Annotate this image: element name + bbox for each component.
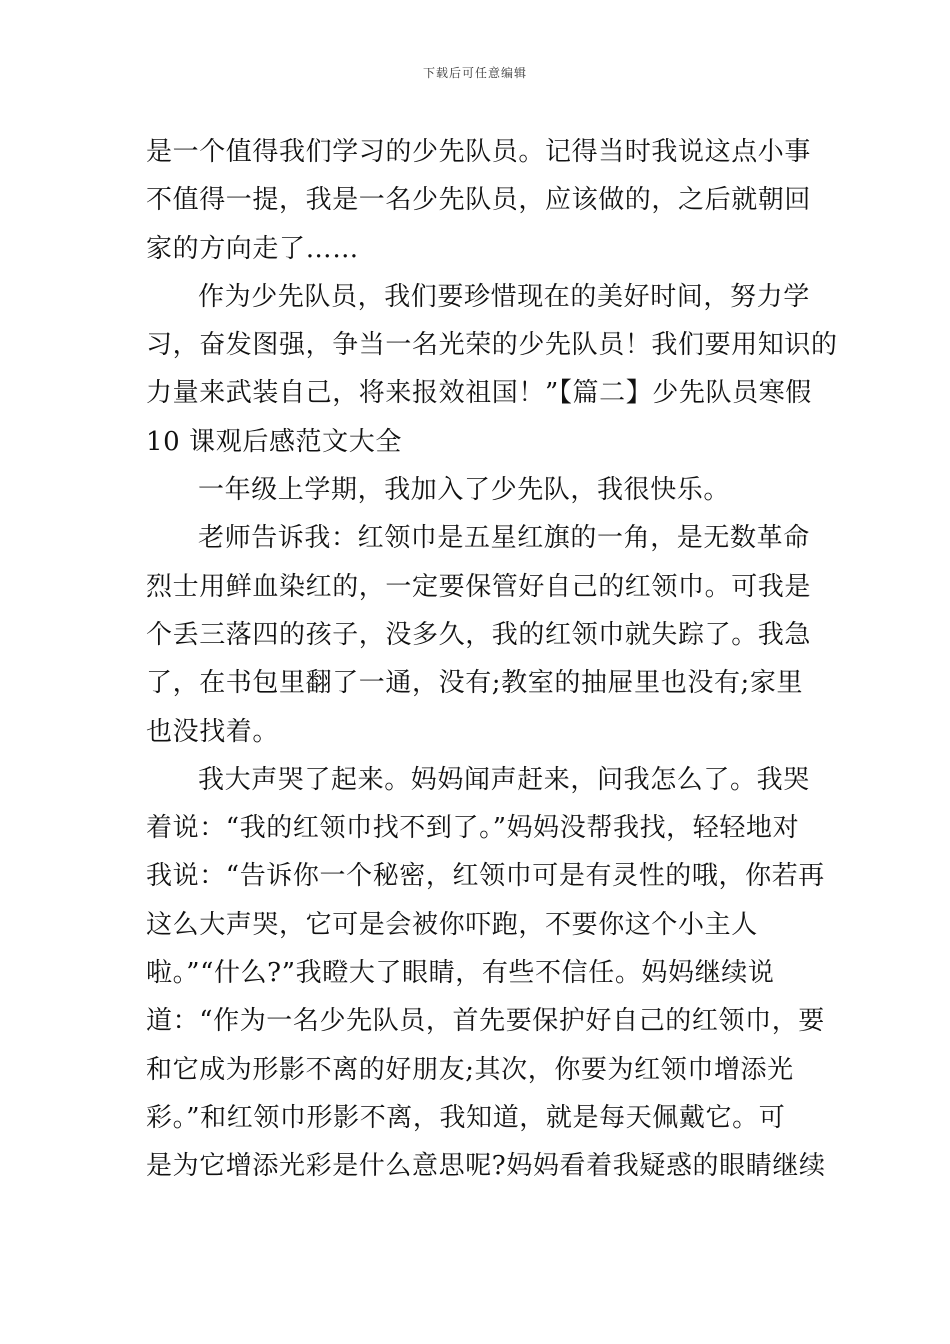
text-line: 是为它增添光彩是什么意思呢?妈妈看着我疑惑的眼睛继续 <box>146 1151 826 1182</box>
text-line: 啦。”“什么?”我瞪大了眼睛，有些不信任。妈妈继续说 <box>146 958 775 989</box>
text-line: 烈士用鲜血染红的，一定要保管好自己的红领巾。可我是 <box>146 571 812 602</box>
paragraph-start-line: 老师告诉我：红领巾是五星红旗的一角，是无数革命 <box>198 523 810 554</box>
text-line: 着说：“我的红领巾找不到了。”妈妈没帮我找，轻轻地对 <box>146 813 800 844</box>
paragraph-start-line: 一年级上学期，我加入了少先队，我很快乐。 <box>198 475 731 506</box>
text-line: 和它成为形影不离的好朋友;其次，你要为红领巾增添光 <box>146 1054 794 1085</box>
text-line: 是一个值得我们学习的少先队员。记得当时我说这点小事 <box>146 137 812 167</box>
text-line: 力量来武装自己，将来报效祖国！”【篇二】少先队员寒假 <box>146 378 812 409</box>
paragraph-start-line: 我大声哭了起来。妈妈闻声赶来，问我怎么了。我哭 <box>198 764 810 795</box>
text-line: 不值得一提，我是一名少先队员，应该做的，之后就朝回 <box>146 185 812 216</box>
text-line: 家的方向走了…… <box>146 233 359 264</box>
text-line: 也没找着。 <box>146 716 280 747</box>
text-line: 我说：“告诉你一个秘密，红领巾可是有灵性的哦，你若再 <box>146 861 825 892</box>
text-line: 个丢三落四的孩子，没多久，我的红领巾就失踪了。我急 <box>146 619 812 650</box>
document-body <box>146 128 838 1191</box>
text-line: 道：“作为一名少先队员，首先要保护好自己的红领巾，要 <box>146 1006 825 1037</box>
text-line: 10 课观后感范文大全 <box>146 426 402 457</box>
text-line: 彩。”和红领巾形影不离，我知道，就是每天佩戴它。可 <box>146 1102 786 1133</box>
paragraph-start-line: 作为少先队员，我们要珍惜现在的美好时间，努力学 <box>198 281 810 312</box>
text-line: 这么大声哭，它可是会被你吓跑，不要你这个小主人 <box>146 909 758 940</box>
text-line: 了，在书包里翻了一通，没有;教室的抽屉里也没有;家里 <box>146 668 804 699</box>
page-header: 下载后可任意编辑 <box>422 66 527 80</box>
text-line: 习，奋发图强，争当一名光荣的少先队员！我们要用知识的 <box>146 330 838 361</box>
